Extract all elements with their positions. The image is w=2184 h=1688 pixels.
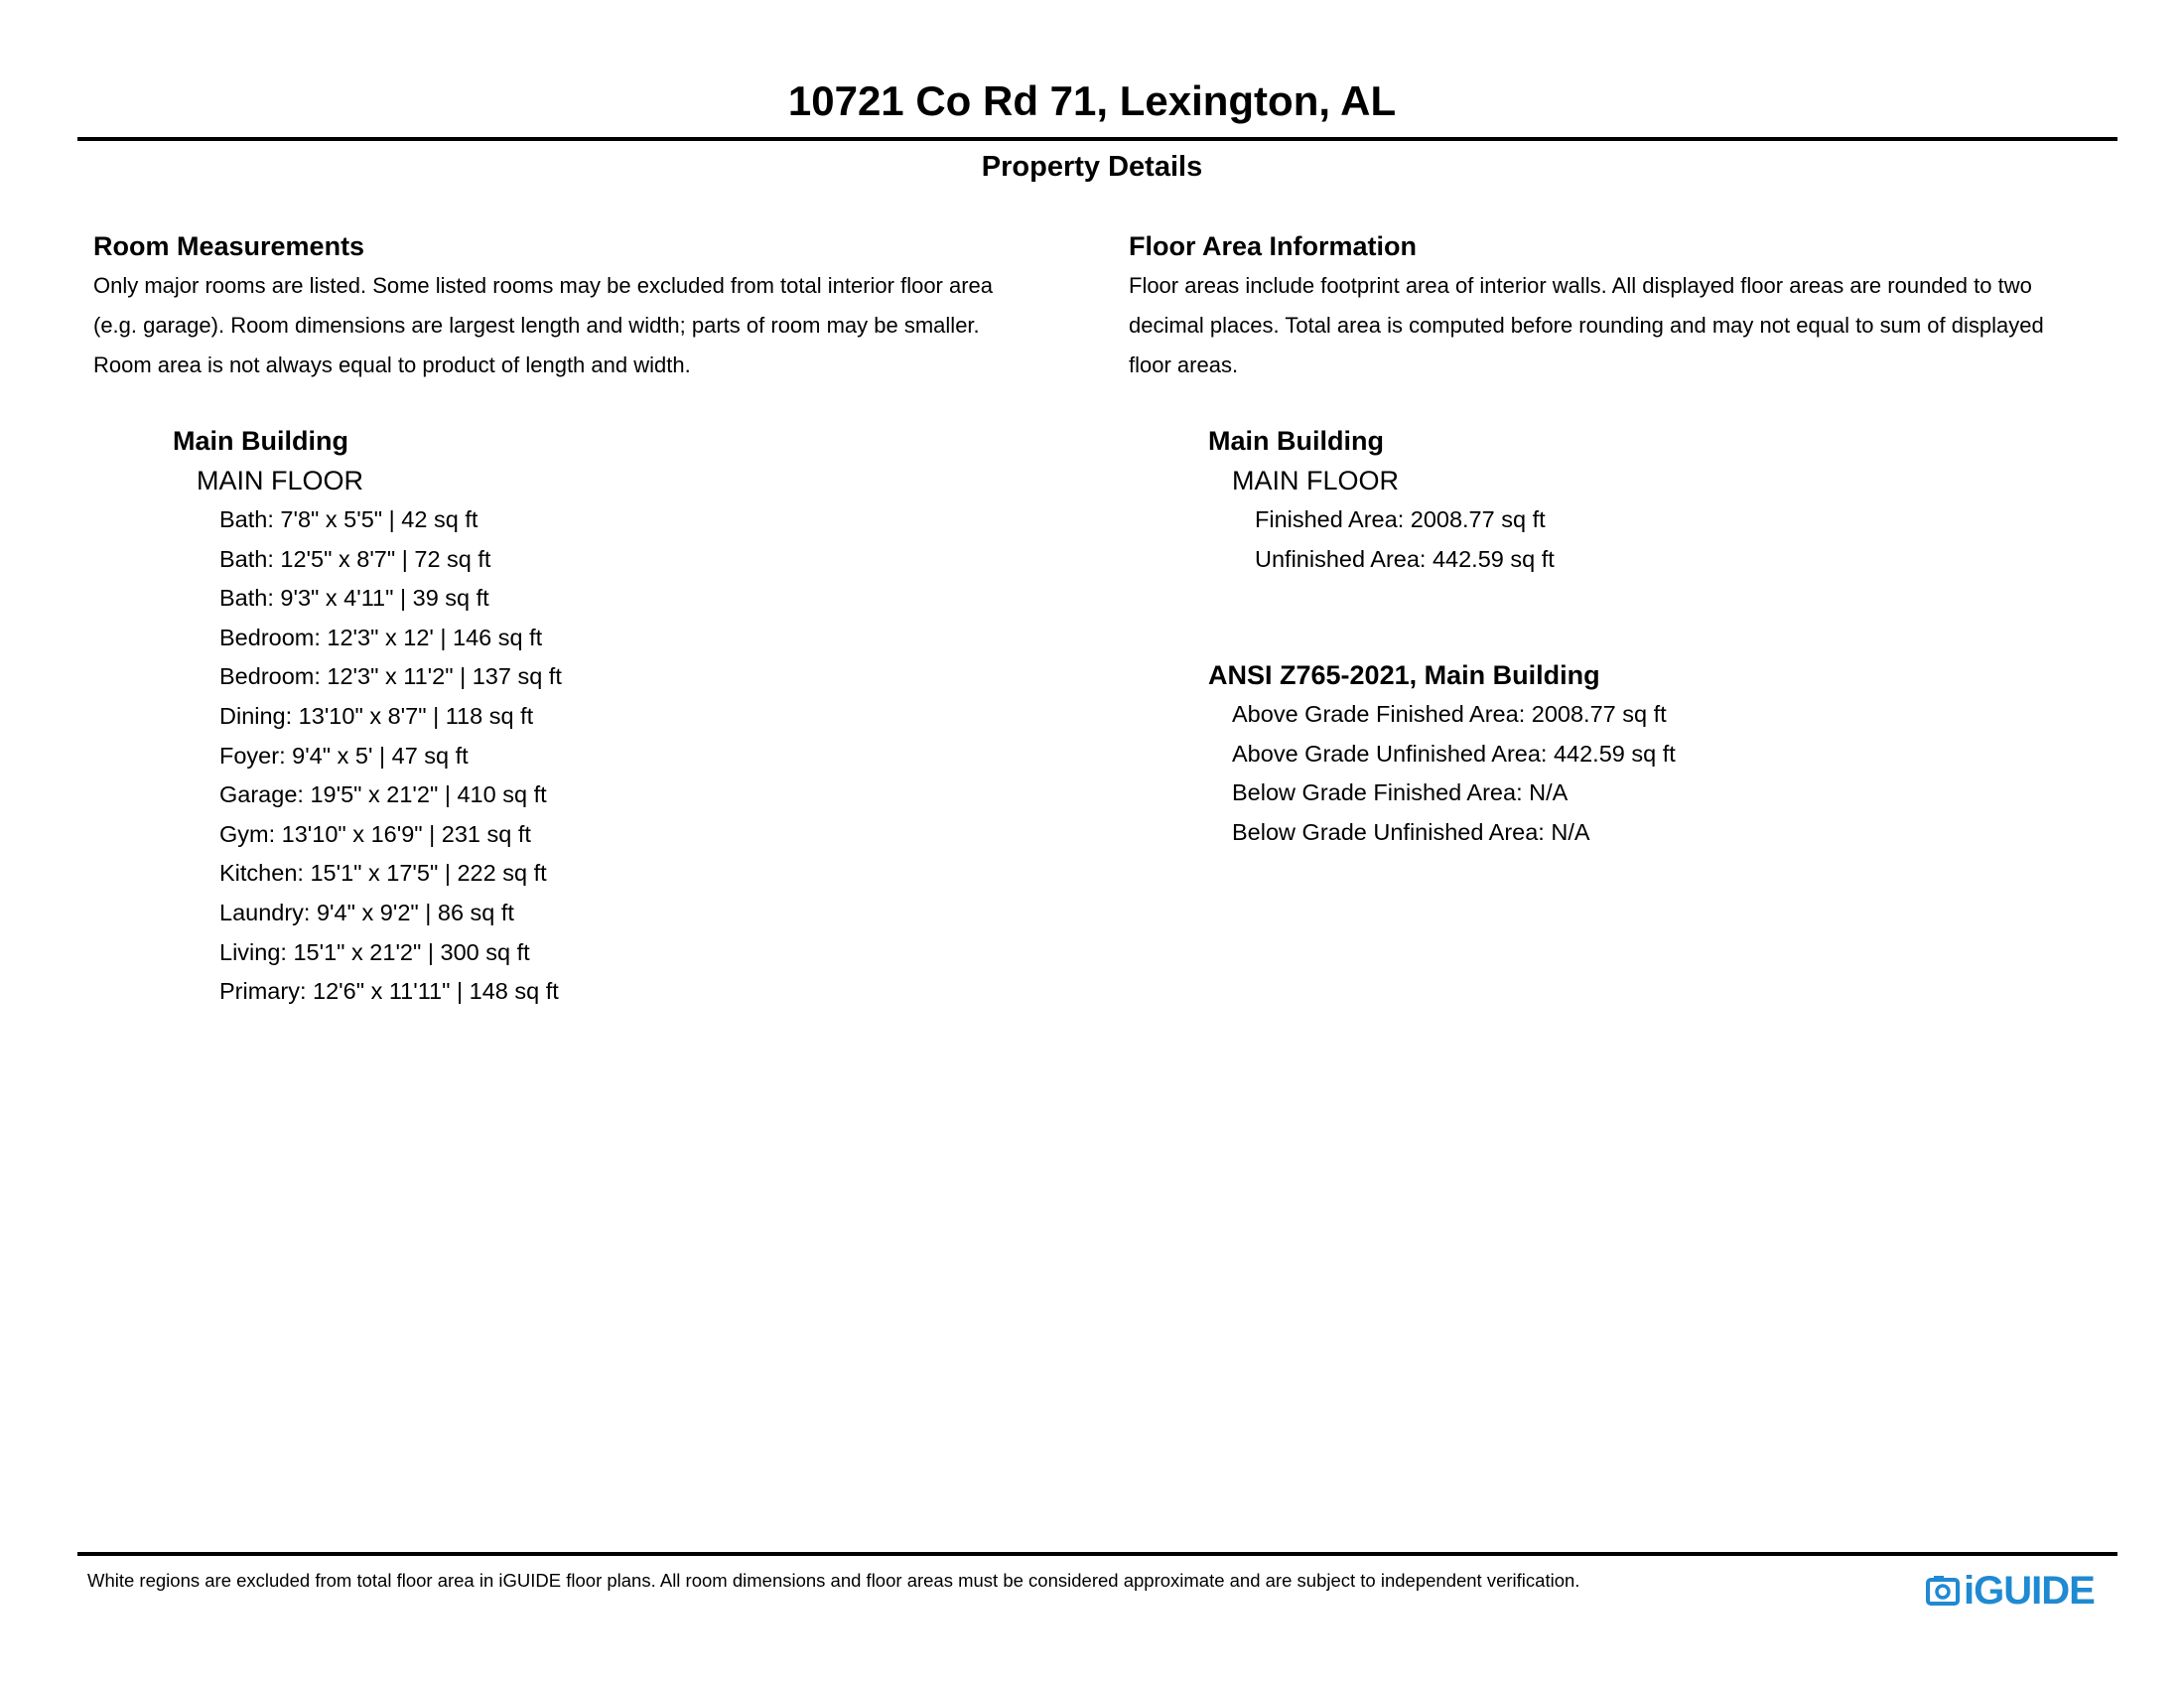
room-item: Bath: 7'8" x 5'5" | 42 sq ft [219, 506, 478, 532]
room-item: Foyer: 9'4" x 5' | 47 sq ft [219, 742, 469, 769]
floor-area-section [1129, 226, 2121, 845]
ansi-group [1208, 655, 1676, 852]
floor-area-desc-line-3: floor areas. [1129, 352, 1239, 377]
room-measurements-desc-line-3: Room area is not always equal to product of length and width. [93, 352, 691, 377]
room-measurements-heading: Room Measurements [93, 231, 365, 261]
footer-disclaimer: White regions are excluded from total floor area in iGUIDE floor plans. All room dimensions and floor areas must be considered approximate and are subject to independent verification. [87, 1570, 1580, 1591]
building-title: Main Building [173, 426, 348, 456]
room-measurements-building-group [173, 421, 562, 1012]
ansi-heading: ANSI Z765-2021, Main Building [1208, 660, 1600, 690]
room-item: Laundry: 9'4" x 9'2" | 86 sq ft [219, 899, 514, 925]
footer-divider [77, 1552, 2117, 1556]
room-list [173, 500, 562, 1012]
iguide-camera-icon [1926, 1574, 1960, 1608]
floor-area-desc-line-2: decimal places. Total area is computed before rounding and may not equal to sum of displayed [1129, 313, 2044, 338]
building-title: Main Building [1208, 426, 1384, 456]
page-subtitle: Property Details [981, 151, 1203, 183]
ansi-item: Below Grade Finished Area: N/A [1232, 779, 1569, 806]
floor-label: MAIN FLOOR [1232, 466, 1400, 495]
logo-text: iGUIDE [1964, 1569, 2095, 1613]
ansi-list [1208, 695, 1676, 852]
header-divider [77, 137, 2117, 141]
room-item: Bedroom: 12'3" x 12' | 146 sq ft [219, 624, 543, 650]
room-item: Garage: 19'5" x 21'2" | 410 sq ft [219, 781, 547, 808]
ansi-item: Above Grade Unfinished Area: 442.59 sq ft [1232, 740, 1676, 767]
floor-area-list [1208, 500, 1555, 579]
floor-label: MAIN FLOOR [197, 466, 364, 495]
ansi-item: Above Grade Finished Area: 2008.77 sq ft [1232, 701, 1667, 727]
room-item: Dining: 13'10" x 8'7" | 118 sq ft [219, 702, 534, 729]
floor-area-item: Unfinished Area: 442.59 sq ft [1255, 545, 1555, 572]
ansi-item: Below Grade Unfinished Area: N/A [1232, 818, 1590, 845]
iguide-logo [1926, 1567, 2095, 1615]
floor-area-item: Finished Area: 2008.77 sq ft [1255, 506, 1546, 532]
room-measurements-desc-line-1: Only major rooms are listed. Some listed rooms may be excluded from total interior floor area [93, 273, 994, 298]
room-item: Bedroom: 12'3" x 11'2" | 137 sq ft [219, 663, 562, 690]
room-item: Bath: 12'5" x 8'7" | 72 sq ft [219, 545, 491, 572]
room-measurements-section [93, 226, 1086, 1005]
page-title: 10721 Co Rd 71, Lexington, AL [787, 77, 1397, 124]
room-item: Gym: 13'10" x 16'9" | 231 sq ft [219, 820, 531, 847]
floor-area-building-group [1208, 421, 1555, 579]
room-item: Living: 15'1" x 21'2" | 300 sq ft [219, 938, 530, 965]
room-item: Kitchen: 15'1" x 17'5" | 222 sq ft [219, 860, 547, 887]
room-item: Bath: 9'3" x 4'11" | 39 sq ft [219, 585, 489, 612]
floor-area-desc-line-1: Floor areas include footprint area of interior walls. All displayed floor areas are rounded to two [1129, 273, 2032, 298]
room-item: Primary: 12'6" x 11'11" | 148 sq ft [219, 978, 559, 1005]
room-measurements-desc-line-2: (e.g. garage). Room dimensions are largest length and width; parts of room may be smaller. [93, 313, 980, 338]
floor-area-heading: Floor Area Information [1129, 231, 1418, 261]
